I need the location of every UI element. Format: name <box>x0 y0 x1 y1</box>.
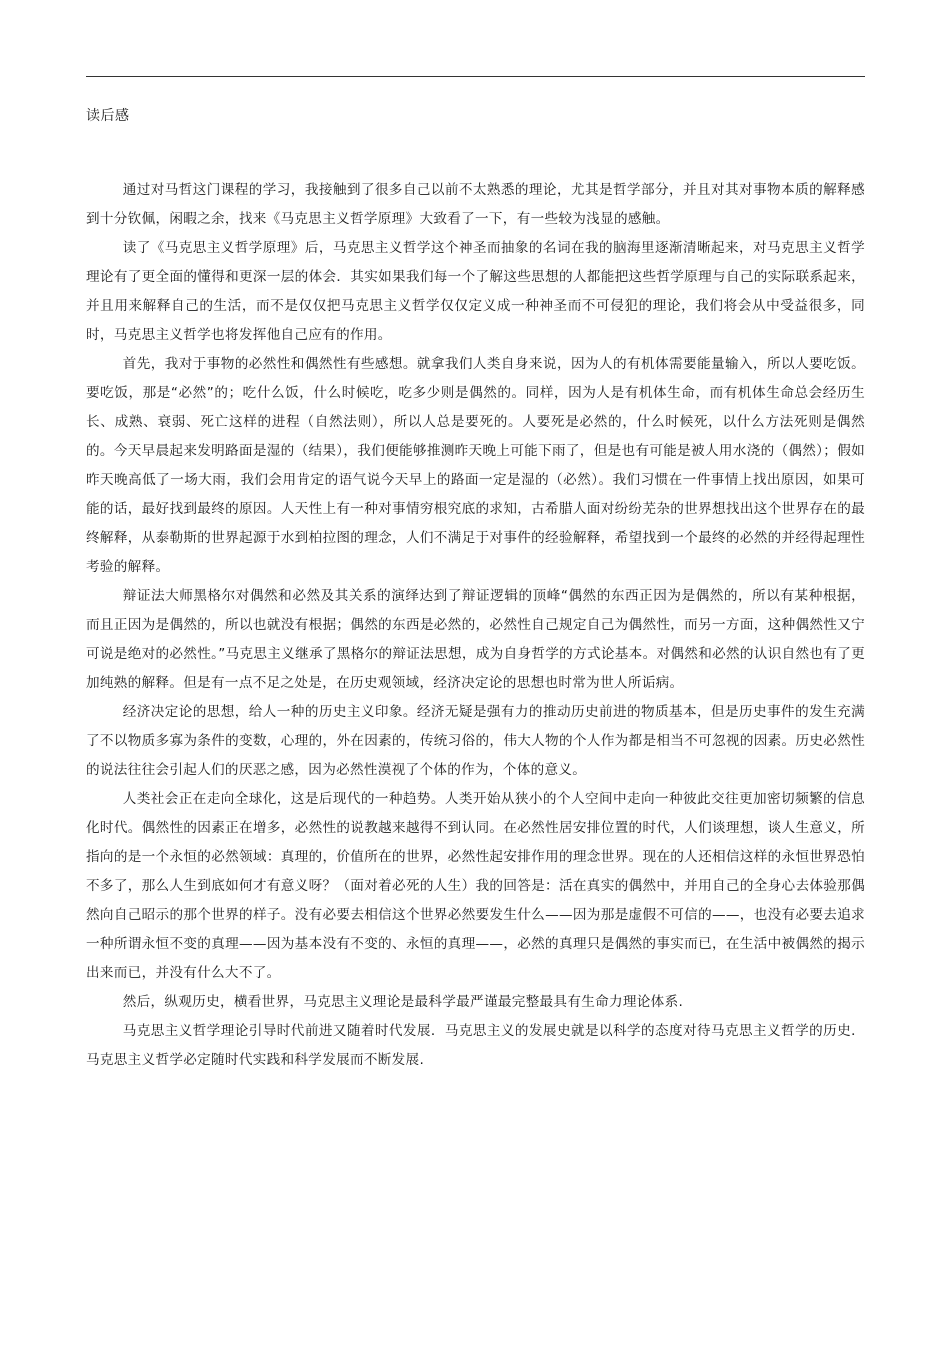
document-body <box>86 176 865 1075</box>
header-rule <box>86 76 865 77</box>
paragraph-5: 经济决定论的思想，给人一种的历史主义印象。经济无疑是强有力的推动历史前进的物质基本，但是历史事件的发生充满了不以物质多寡为条件的变数，心理的，外在因素的，传统习俗的，伟大人物的个人作为都是相当不可忽视的因素。历史必然性的说法往往会引起人们的厌恶之感，因为必然性漠视了个体的作为，个体的意义。 <box>86 704 865 778</box>
paragraph-7: 然后，纵观历史，横看世界，马克思主义理论是最科学最严谨最完整最具有生命力理论体系. <box>122 994 684 1010</box>
paragraph-6: 人类社会正在走向全球化，这是后现代的一种趋势。人类开始从狭小的个人空间中走向一种彼此交往更加密切频繁的信息化时代。偶然性的因素正在增多，必然性的说教越来越得不到认同。在必然性居安排位置的时代，人们谈理想，谈人生意义，所指向的是一个永恒的必然领域：真理的，价值所在的世界，必然性起安排作用的理念世界。现在的人还相信这样的永恒世界恐怕不多了，那么人生到底如何才有意义呀？（面对着必死的人生）我的回答是：活在真实的偶然中，并用自己的全身心去体验那偶然向自己昭示的那个世界的样子。没有必要去相信这个世界必然要发生什么——因为那是虚假不可信的——，也没有必要去追求一种所谓永恒不变的真理——因为基本没有不变的、永恒的真理——，必然的真理只是偶然的事实而已，在生活中被偶然的揭示出来而已，并没有什么大不了。 <box>86 791 865 981</box>
paragraph-2: 读了《马克思主义哲学原理》后，马克思主义哲学这个神圣而抽象的名词在我的脑海里逐渐清晰起来，对马克思主义哲学理论有了更全面的懂得和更深一层的体会．其实如果我们每一个了解这些思想的人都能把这些哲学原理与自己的实际联系起来，并且用来解释自己的生活，而不是仅仅把马克思主义哲学仅仅定义成一种神圣而不可侵犯的理论，我们将会从中受益很多，同时，马克思主义哲学也将发挥他自己应有的作用。 <box>86 240 865 343</box>
paragraph-3: 首先，我对于事物的必然性和偶然性有些感想。就拿我们人类自身来说，因为人的有机体需要能量输入，所以人要吃饭。要吃饭，那是“必然”的；吃什么饭，什么时候吃，吃多少则是偶然的。同样，因为人是有机体生命，而有机体生命总会经历生长、成熟、衰弱、死亡这样的进程（自然法则），所以人总是要死的。人要死是必然的，什么时候死，以什么方法死则是偶然的。今天早晨起来发明路面是湿的（结果），我们便能够推测昨天晚上可能下雨了，但是也有可能是被人用水浇的（偶然）；假如昨天晚高低了一场大雨，我们会用肯定的语气说今天早上的路面一定是湿的（必然）。我们习惯在一件事情上找出原因，如果可能的话，最好找到最终的原因。人天性上有一种对事情穷根究底的求知，古希腊人面对纷纷芜杂的世界想找出这个世界存在的最终解释，从泰勒斯的世界起源于水到柏拉图的理念，人们不满足于对事件的经验解释，希望找到一个最终的必然的并经得起理性考验的解释。 <box>86 356 865 575</box>
paragraph-4: 辩证法大师黑格尔对偶然和必然及其关系的演绎达到了辩证逻辑的顶峰“偶然的东西正因为是偶然的，所以有某种根据，而且正因为是偶然的，所以也就没有根据；偶然的东西是必然的，必然性自己规定自己为偶然性，而另一方面，这种偶然性又宁可说是绝对的必然性。”马克思主义继承了黑格尔的辩证法思想，成为自身哲学的方式论基本。对偶然和必然的认识自然也有了更加纯熟的解释。但是有一点不足之处是，在历史观领域，经济决定论的思想也时常为世人所诟病。 <box>86 588 865 691</box>
paragraph-1: 通过对马哲这门课程的学习，我接触到了很多自己以前不太熟悉的理论，尤其是哲学部分，并且对其对事物本质的解释感到十分钦佩，闲暇之余，找来《马克思主义哲学原理》大致看了一下，有一些较为浅显的感触。 <box>86 182 865 227</box>
paragraph-8: 马克思主义哲学理论引导时代前进又随着时代发展．马克思主义的发展史就是以科学的态度对待马克思主义哲学的历史．马克思主义哲学必定随时代实践和科学发展而不断发展. <box>86 1023 865 1068</box>
document-title: 读后感 <box>86 108 130 124</box>
